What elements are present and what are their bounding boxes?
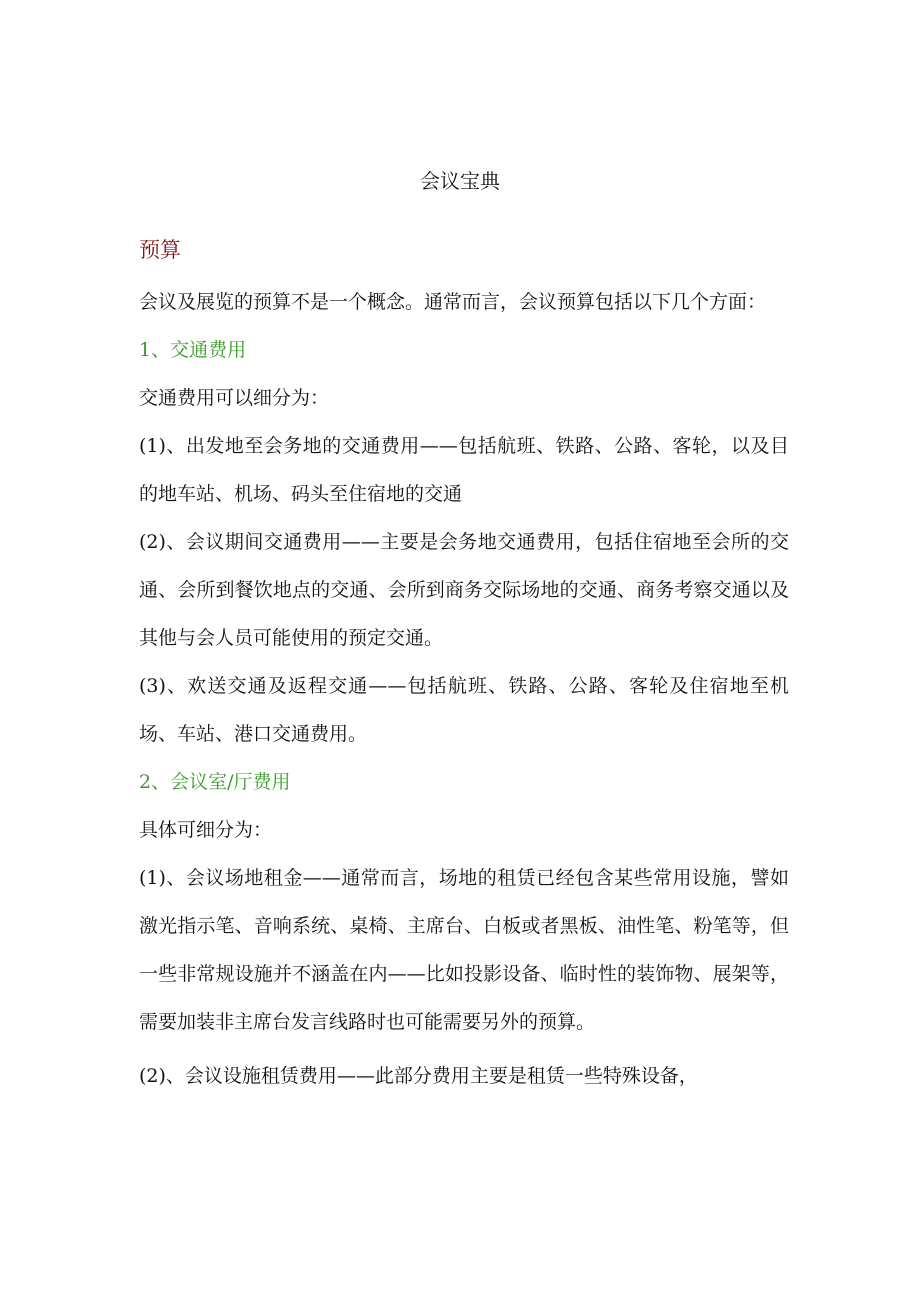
meeting-room-lead: 具体可细分为： (139, 819, 273, 841)
transport-item-1: (1)、出发地至会务地的交通费用——包括航班、铁路、公路、客轮，以及目的地车站、机场、码头至住宿地的交通 (139, 435, 789, 505)
subheading-meeting-room-cost: 2、会议室/厅费用 (139, 771, 291, 793)
meeting-room-item-2: (2)、会议设施租赁费用——此部分费用主要是租赁一些特殊设备， (139, 1065, 698, 1087)
meeting-room-item-1: (1)、会议场地租金——通常而言，场地的租赁已经包含某些常用设施，譬如激光指示笔、音响系统、桌椅、主席台、白板或者黑板、油性笔、粉笔等，但一些非常规设施并不涵盖在内——比如投影设备、临时性的装饰物、展架等，需要加装非主席台发言线路时也可能需要另外的预算。 (139, 867, 789, 1033)
intro-paragraph: 会议及展览的预算不是一个概念。通常而言，会议预算包括以下几个方面： (139, 291, 767, 313)
subheading-transport-cost: 1、交通费用 (139, 339, 247, 361)
transport-item-3: (3)、欢送交通及返程交通——包括航班、铁路、公路、客轮及住宿地至机场、车站、港口交通费用。 (139, 675, 789, 745)
document-title: 会议宝典 (420, 169, 500, 193)
document-body (139, 230, 789, 1100)
transport-lead: 交通费用可以细分为： (139, 387, 330, 409)
transport-item-2: (2)、会议期间交通费用——主要是会务地交通费用，包括住宿地至会所的交通、会所到餐饮地点的交通、会所到商务交际场地的交通、商务考察交通以及其他与会人员可能使用的预定交通。 (139, 531, 789, 649)
section-heading-budget: 预算 (139, 238, 181, 262)
